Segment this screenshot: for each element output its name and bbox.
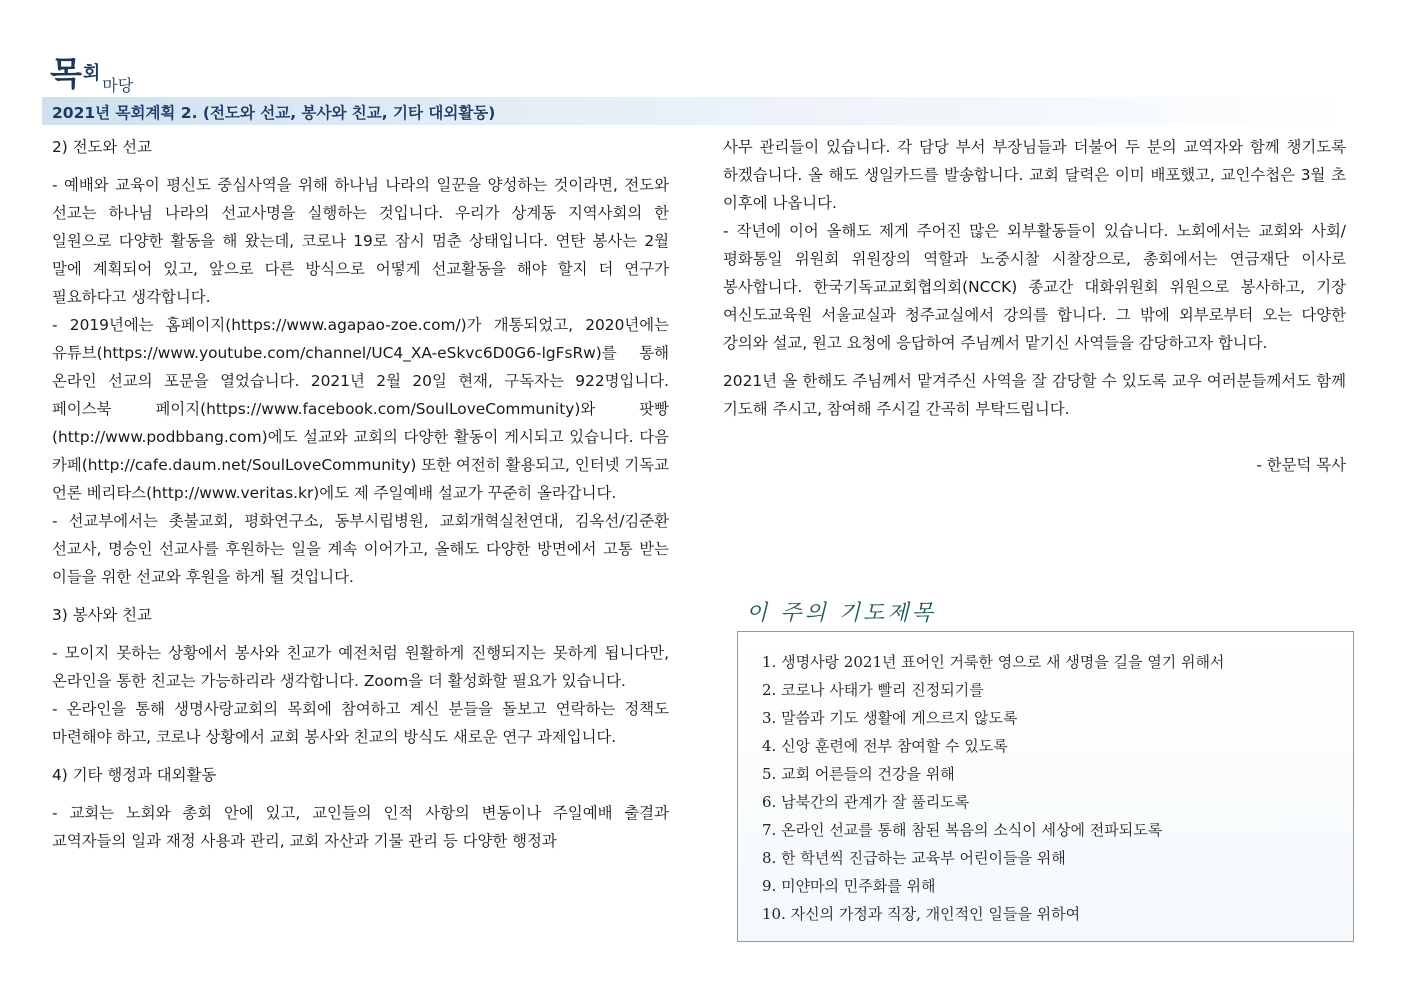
- banner-title: 2021년 목회계획 2. (전도와 선교, 봉사와 친교, 기타 대외활동): [52, 104, 496, 122]
- prayer-item: 9. 미얀마의 민주화를 위해: [762, 877, 936, 895]
- section-logo: [50, 48, 133, 94]
- section-banner: [42, 97, 1354, 125]
- prayer-box: [737, 631, 1354, 942]
- paragraph: 사무 관리들이 있습니다. 각 담당 부서 부장님들과 더불어 두 분의 교역자와 함께 챙기도록 하겠습니다. 올 해도 생일카드를 발송합니다. 교회 달력은 이미 배포했고, 교인수첩은 3월 초 이후에 나옵니다.: [723, 138, 1346, 212]
- paragraph: - 작년에 이어 올해도 제게 주어진 많은 외부활동들이 있습니다. 노회에서는 교회와 사회/평화통일 위원회 위원장의 역할과 노중시찰 시찰장으로, 총회에서는 연금재단 이사로 봉사합니다. 한국기독교교회협의회(NCCK) 종교간 대화위원회 위원으로 봉사하고, 기장 여신도교육원 서울교실과 청주교실에서 강의를 합니다. 그 밖에 외부로부터 오는 다양한 강의와 설교, 원고 요청에 응답하여 주님께서 맡기신 사역들을 감당하고자 합니다.: [723, 222, 1346, 352]
- prayer-title: 이 주의 기도제목: [746, 601, 936, 626]
- paragraph: - 2019년에는 홈페이지(https://www.agapao-zoe.com/)가 개통되었고, 2020년에는 유튜브(https://www.youtube.com/channel/UC4_XA-eSkvc6D0G6-lgFsRw)를 통해 온라인 선교의 포문을 열었습니다. 2021년 2월 20일 현재, 구독자는 922명입니다. 페이스북 페이지(https://www.facebook.com/SoulLoveCommunity)와 팟빵(http://www.podbbang.com)에도 설교와 교회의 다양한 활동이 게시되고 있습니다. 다음 카페(http://cafe.daum.net/SoulLoveCommunity) 또한 여전히 활용되고, 인터넷 기독교 언론 베리타스(http://www.veritas.kr)에도 제 주일예배 설교가 꾸준히 올라갑니다.: [52, 316, 669, 502]
- prayer-item: 8. 한 학년씩 진급하는 교육부 어린이들을 위해: [762, 849, 1066, 867]
- logo-char-3: 마당: [102, 76, 134, 95]
- logo-char-1: 목: [50, 54, 81, 93]
- prayer-item: 5. 교회 어른들의 건강을 위해: [762, 765, 955, 783]
- prayer-item: 2. 코로나 사태가 빨리 진정되기를: [762, 681, 984, 699]
- heading-administration: 4) 기타 행정과 대외활동: [52, 766, 217, 784]
- paragraph: - 온라인을 통해 생명사랑교회의 목회에 참여하고 계신 분들을 돌보고 연락하는 정책도 마련해야 하고, 코로나 상황에서 교회 봉사와 친교의 방식도 새로운 연구 과제입니다.: [52, 700, 669, 746]
- left-column: [52, 133, 669, 855]
- prayer-item: 3. 말씀과 기도 생활에 게으르지 않도록: [762, 709, 1018, 727]
- prayer-list: [762, 648, 1224, 928]
- prayer-item: 10. 자신의 가정과 직장, 개인적인 일들을 위하여: [762, 905, 1081, 923]
- paragraph: - 교회는 노회와 총회 안에 있고, 교인들의 인적 사항의 변동이나 주일예배 출결과 교역자들의 일과 재정 사용과 관리, 교회 자산과 기물 관리 등 다양한 행정과: [52, 804, 669, 850]
- prayer-item: 1. 생명사랑 2021년 표어인 거룩한 영으로 새 생명을 길을 열기 위해서: [762, 653, 1225, 671]
- paragraph: - 선교부에서는 촛불교회, 평화연구소, 동부시립병원, 교회개혁실천연대, 김옥선/김준환 선교사, 명승인 선교사를 후원하는 일을 계속 이어가고, 올해도 다양한 방면에서 고통 받는 이들을 위한 선교와 후원을 하게 될 것입니다.: [52, 512, 669, 586]
- right-column: [723, 133, 1346, 479]
- signature: - 한문덕 목사: [1256, 456, 1346, 474]
- prayer-item: 7. 온라인 선교를 통해 참된 복음의 소식이 세상에 전파되도록: [762, 821, 1163, 839]
- heading-evangelism: 2) 전도와 선교: [52, 138, 152, 156]
- paragraph: - 모이지 못하는 상황에서 봉사와 친교가 예전처럼 원활하게 진행되지는 못하게 됩니다만, 온라인을 통한 친교는 가능하리라 생각합니다. Zoom을 더 활성화할 필요가 있습니다.: [52, 644, 669, 690]
- closing-paragraph: 2021년 올 한해도 주님께서 맡겨주신 사역을 잘 감당할 수 있도록 교우 여러분들께서도 함께 기도해 주시고, 참여해 주시길 간곡히 부탁드립니다.: [723, 372, 1346, 418]
- prayer-item: 6. 남북간의 관계가 잘 풀리도록: [762, 793, 970, 811]
- heading-service: 3) 봉사와 친교: [52, 606, 152, 624]
- prayer-item: 4. 신앙 훈련에 전부 참여할 수 있도록: [762, 737, 1008, 755]
- logo-char-2: 회: [82, 63, 101, 84]
- paragraph: - 예배와 교육이 평신도 중심사역을 위해 하나님 나라의 일꾼을 양성하는 것이라면, 전도와 선교는 하나님 나라의 선교사명을 실행하는 것입니다. 우리가 상계동 지역사회의 한 일원으로 다양한 활동을 해 왔는데, 코로나 19로 잠시 멈춘 상태입니다. 연탄 봉사는 2월 말에 계획되어 있고, 앞으로 다른 방식으로 어떻게 선교활동을 해야 할지 더 연구가 필요하다고 생각합니다.: [52, 176, 669, 306]
